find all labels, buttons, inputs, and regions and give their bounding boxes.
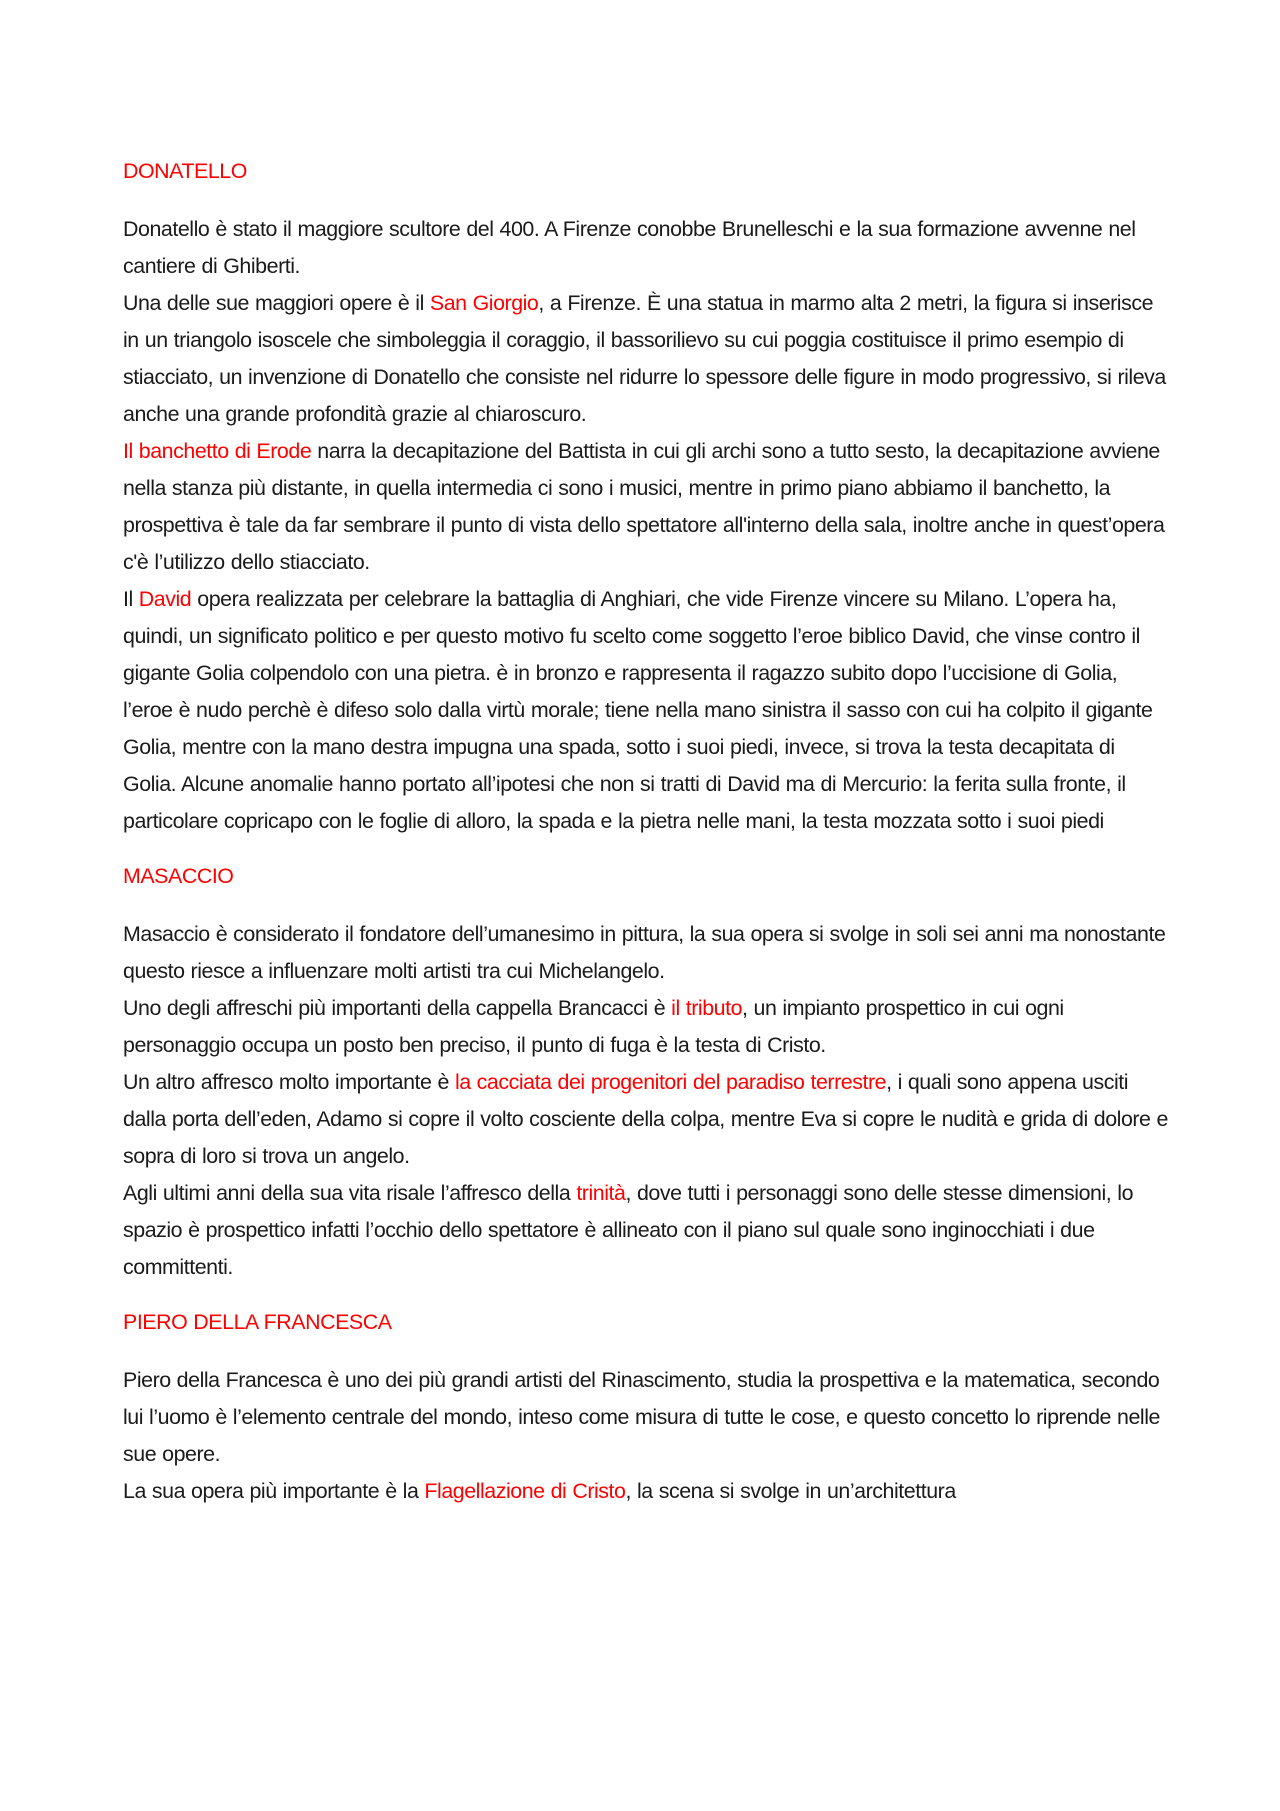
- paragraph: [123, 916, 1171, 990]
- section-heading: MASACCIO: [123, 864, 234, 888]
- section-heading: PIERO DELLA FRANCESCA: [123, 1310, 392, 1334]
- paragraph-text: Un altro affresco molto importante è: [123, 1070, 455, 1094]
- paragraph: [123, 1175, 1171, 1286]
- paragraph-text: Agli ultimi anni della sua vita risale l’affresco della: [123, 1181, 577, 1205]
- paragraph-text: , la scena si svolge in un’architettura: [625, 1479, 956, 1503]
- paragraph-text: Piero della Francesca è uno dei più grandi artisti del Rinascimento, studia la prospettiva e la matematica, secondo lui l’uomo è l’elemento centrale del mondo, inteso come misura di tutte le cose, e questo concetto lo riprende nelle sue opere.: [123, 1368, 1160, 1466]
- paragraph: [123, 1362, 1171, 1473]
- paragraph-text: Masaccio è considerato il fondatore dell’umanesimo in pittura, la sua opera si svolge in soli sei anni ma nonostante questo riesce a influenzare molti artisti tra cui Michelangelo.: [123, 922, 1166, 983]
- section-heading: DONATELLO: [123, 159, 247, 183]
- paragraph-text: La sua opera più importante è la: [123, 1479, 425, 1503]
- paragraph-text: narra la decapitazione del Battista in cui gli archi sono a tutto sesto, la decapitazione avviene nella stanza più distante, in quella intermedia ci sono i musici, mentre in primo piano abbiamo il banchetto, la prospettiva è tale da far sembrare il punto di vista dello spettatore all'interno della sala, inoltre anche in quest’opera c'è l’utilizzo dello stiacciato.: [123, 439, 1165, 574]
- artwork-title-highlight: David: [138, 587, 192, 611]
- paragraph: [123, 1473, 1171, 1510]
- paragraph-text: , i quali sono appena usciti dalla porta dell’eden, Adamo si copre il volto cosciente della colpa, mentre Eva si copre le nudità e grida di dolore e sopra di loro si trova un angelo.: [123, 1070, 1168, 1168]
- section-masaccio: [123, 858, 1171, 1286]
- paragraph: [123, 990, 1171, 1064]
- paragraph-text: , a Firenze. È una statua in marmo alta 2 metri, la figura si inserisce in un triangolo isoscele che simboleggia il coraggio, il bassorilievo su cui poggia costituisce il primo esempio di stiacciato, un invenzione di Donatello che consiste nel ridurre lo spessore delle figure in modo progressivo, si rileva anche una grande profondità grazie al chiaroscuro.: [123, 291, 1166, 426]
- paragraph-text: Donatello è stato il maggiore scultore del 400. A Firenze conobbe Brunelleschi e la sua formazione avvenne nel cantiere di Ghiberti.: [123, 217, 1136, 278]
- artwork-title-highlight: San Giorgio: [429, 291, 539, 315]
- artwork-title-highlight: trinità: [576, 1181, 626, 1205]
- paragraph: [123, 211, 1171, 285]
- paragraph: [123, 285, 1171, 433]
- paragraph-text: Una delle sue maggiori opere è il: [123, 291, 430, 315]
- artwork-title-highlight: Il banchetto di Erode: [123, 439, 312, 463]
- paragraph-text: , dove tutti i personaggi sono delle stesse dimensioni, lo spazio è prospettico infatti l’occhio dello spettatore è allineato con il piano sul quale sono inginocchiati i due committenti.: [123, 1181, 1134, 1279]
- section-donatello: [123, 153, 1171, 840]
- document-page: [123, 153, 1171, 1528]
- paragraph: [123, 581, 1171, 840]
- paragraph-text: Uno degli affreschi più importanti della cappella Brancacci è: [123, 996, 672, 1020]
- section-piero-della-francesca: [123, 1304, 1171, 1510]
- paragraph: [123, 433, 1171, 581]
- paragraph: [123, 1064, 1171, 1175]
- artwork-title-highlight: Flagellazione di Cristo: [424, 1479, 626, 1503]
- artwork-title-highlight: la cacciata dei progenitori del paradiso terrestre: [454, 1070, 887, 1094]
- paragraph-text: , un impianto prospettico in cui ogni personaggio occupa un posto ben preciso, il punto di fuga è la testa di Cristo.: [123, 996, 1064, 1057]
- paragraph-text: Il: [123, 587, 139, 611]
- artwork-title-highlight: il tributo: [671, 996, 743, 1020]
- paragraph-text: opera realizzata per celebrare la battaglia di Anghiari, che vide Firenze vincere su Milano. L’opera ha, quindi, un significato politico e per questo motivo fu scelto come soggetto l’eroe biblico David, che vinse contro il gigante Golia colpendolo con una pietra. è in bronzo e rappresenta il ragazzo subito dopo l’uccisione di Golia, l’eroe è nudo perchè è difeso solo dalla virtù morale; tiene nella mano sinistra il sasso con cui ha colpito il gigante Golia, mentre con la mano destra impugna una spada, sotto i suoi piedi, invece, si trova la testa decapitata di Golia. Alcune anomalie hanno portato all’ipotesi che non si tratti di David ma di Mercurio: la ferita sulla fronte, il particolare copricapo con le foglie di alloro, la spada e la pietra nelle mani, la testa mozzata sotto i suoi piedi: [123, 587, 1153, 833]
